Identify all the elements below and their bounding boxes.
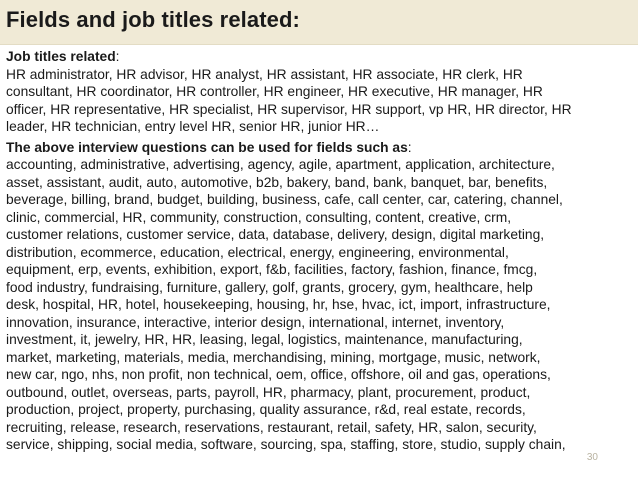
fields-line-12: market, marketing, materials, media, merchandising, mining, mortgage, music, network, xyxy=(6,349,541,365)
fields-heading: The above interview questions can be used for fields such as xyxy=(6,139,408,155)
job-titles-line-4: leader, HR technician, entry level HR, senior HR, junior HR… xyxy=(6,119,380,134)
fields-line-2: asset, assistant, audit, auto, automotive, b2b, bakery, band, bank, banquet, bar, benefits, xyxy=(6,174,548,190)
fields-line-10: innovation, insurance, interactive, interior design, international, internet, inventory, xyxy=(6,314,505,330)
job-titles-heading-line xyxy=(6,48,634,66)
job-titles-line-1: HR administrator, HR advisor, HR analyst, HR assistant, HR associate, HR clerk, HR xyxy=(6,66,523,82)
fields-line-5: customer relations, customer service, data, database, delivery, design, digital marketing, xyxy=(6,227,545,242)
job-titles-heading: Job titles related xyxy=(6,49,116,64)
fields-line-15: production, project, property, purchasing, quality assurance, r&d, real estate, records, xyxy=(6,402,526,417)
fields-line-9: desk, hospital, HR, hotel, housekeeping, housing, hr, hse, hvac, ict, import, infrastructure, xyxy=(6,297,551,312)
slide-title: Fields and job titles related: xyxy=(6,7,300,32)
title-bar xyxy=(0,0,638,45)
fields-line-1: accounting, administrative, advertising, agency, agile, apartment, application, architecture, xyxy=(6,157,555,172)
job-titles-line-3: officer, HR representative, HR specialist, HR supervisor, HR support, vp HR, HR director, HR xyxy=(6,101,572,117)
fields-line-14: outbound, outlet, overseas, parts, payroll, HR, pharmacy, plant, procurement, product, xyxy=(6,384,531,400)
job-titles-line-2: consultant, HR coordinator, HR controller, HR engineer, HR executive, HR manager, HR xyxy=(6,84,543,99)
fields-line-3: beverage, billing, brand, budget, building, business, cafe, call center, car, catering, channel, xyxy=(6,192,563,207)
fields-line-6: distribution, ecommerce, education, electrical, energy, engineering, environmental, xyxy=(6,244,509,260)
fields-line-16: recruiting, release, research, reservations, restaurant, retail, safety, HR, salon, security, xyxy=(6,419,537,435)
fields-line-11: investment, it, jewelry, HR, HR, leasing, legal, logistics, maintenance, manufacturing, xyxy=(6,332,523,347)
fields-line-4: clinic, commercial, HR, community, construction, consulting, content, creative, crm, xyxy=(6,209,512,225)
slide-content xyxy=(6,48,634,454)
fields-line-8: food industry, fundraising, furniture, gallery, golf, grants, grocery, gym, healthcare, help xyxy=(6,279,533,295)
fields-line-17: service, shipping, social media, software, sourcing, spa, staffing, store, studio, supply chain, xyxy=(6,437,566,452)
fields-heading-line xyxy=(6,139,634,157)
job-titles-heading-colon: : xyxy=(115,49,120,64)
page-number: 30 xyxy=(586,452,598,463)
fields-heading-colon: : xyxy=(407,139,412,155)
fields-line-13: new car, ngo, nhs, non profit, non technical, oem, office, offshore, oil and gas, operations, xyxy=(6,367,551,382)
fields-line-7: equipment, erp, events, exhibition, export, f&b, facilities, factory, fashion, finance, fmcg, xyxy=(6,262,538,277)
